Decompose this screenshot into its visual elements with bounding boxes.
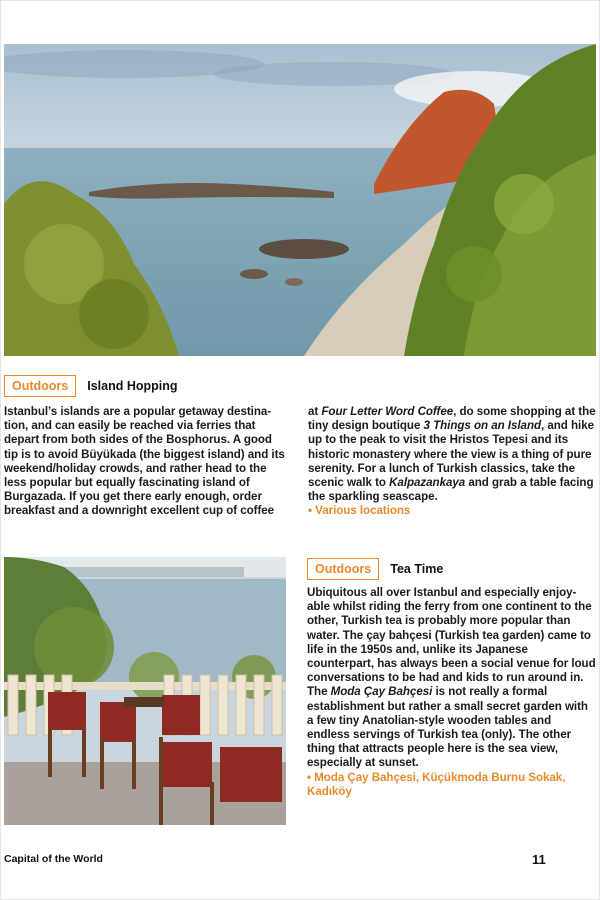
paragraph: Istanbul’s islands are a popular getaway destina-tion, and can easily be reached via ferries that depart from both sides of the Bosphorus. A good tip is to avoid Büyükada (the biggest island) and its weekend/holiday crowds, and rather head to the less popular but equally fascinating island of Burgazada. If you get there early enough, order breakfast and a downright excellent cup of coffee: [4, 405, 285, 518]
location-line: • Various locations: [308, 504, 411, 518]
text-run: , do some shopping at the tiny design boutique: [308, 405, 596, 433]
tea-garden-photo: [4, 557, 286, 825]
venue-name: Four Letter Word Coffee: [321, 405, 454, 418]
venue-name: 3 Things on an Island: [423, 419, 542, 433]
tea-text: [307, 586, 596, 799]
coastal-island-photo-icon: [4, 44, 596, 356]
category-tag: Outdoors: [4, 375, 76, 397]
text-run: Ubiquitous all over Istanbul and especially enjoy-able whilst riding the ferry from one continent to the other, Turkish tea is probably more popular than water. The çay bahçesi (Turkish tea garden) came to life in the 1950s and, unlike its Japanese counterpart, has always been a social venue for loud conversations to be had and kids to run around in. The: [307, 586, 596, 699]
text-run: at: [308, 405, 322, 418]
paragraph: [308, 405, 596, 504]
paragraph: [307, 586, 596, 771]
category-tag: Outdoors: [307, 558, 379, 580]
section-tea-header: [307, 558, 443, 580]
page-number: 11: [532, 852, 546, 867]
running-footer: Capital of the World: [4, 853, 103, 865]
island-text-right: [308, 405, 596, 519]
section-title: Island Hopping: [87, 379, 178, 393]
island-text-left: [4, 405, 286, 519]
text-run: and grab a table facing the sparkling seascape.: [308, 476, 594, 504]
venue-name: Kalpazankaya: [389, 476, 466, 490]
location-line: • Moda Çay Bahçesi, Küçükmoda Burnu Sokak, Kadıköy: [307, 770, 566, 798]
venue-name: Moda Çay Bahçesi: [330, 685, 433, 699]
section-title: Tea Time: [390, 562, 444, 576]
section-island-header: [4, 375, 178, 397]
tea-garden-photo-icon: [4, 557, 286, 825]
text-run: , and hike up to the peak to visit the Hristos Tepesi and its historic monastery where the view is a thing of pure serenity. For a lunch of Turkish classics, take the scenic walk to: [308, 419, 594, 490]
island-photo: [4, 44, 596, 356]
text-run: is not really a formal establishment but rather a small secret garden with a few tiny Anatolian-style wooden tables and endless servings of Turkish tea (only). The other thing that attracts people here is the sea view, especially at sunset.: [307, 685, 588, 770]
